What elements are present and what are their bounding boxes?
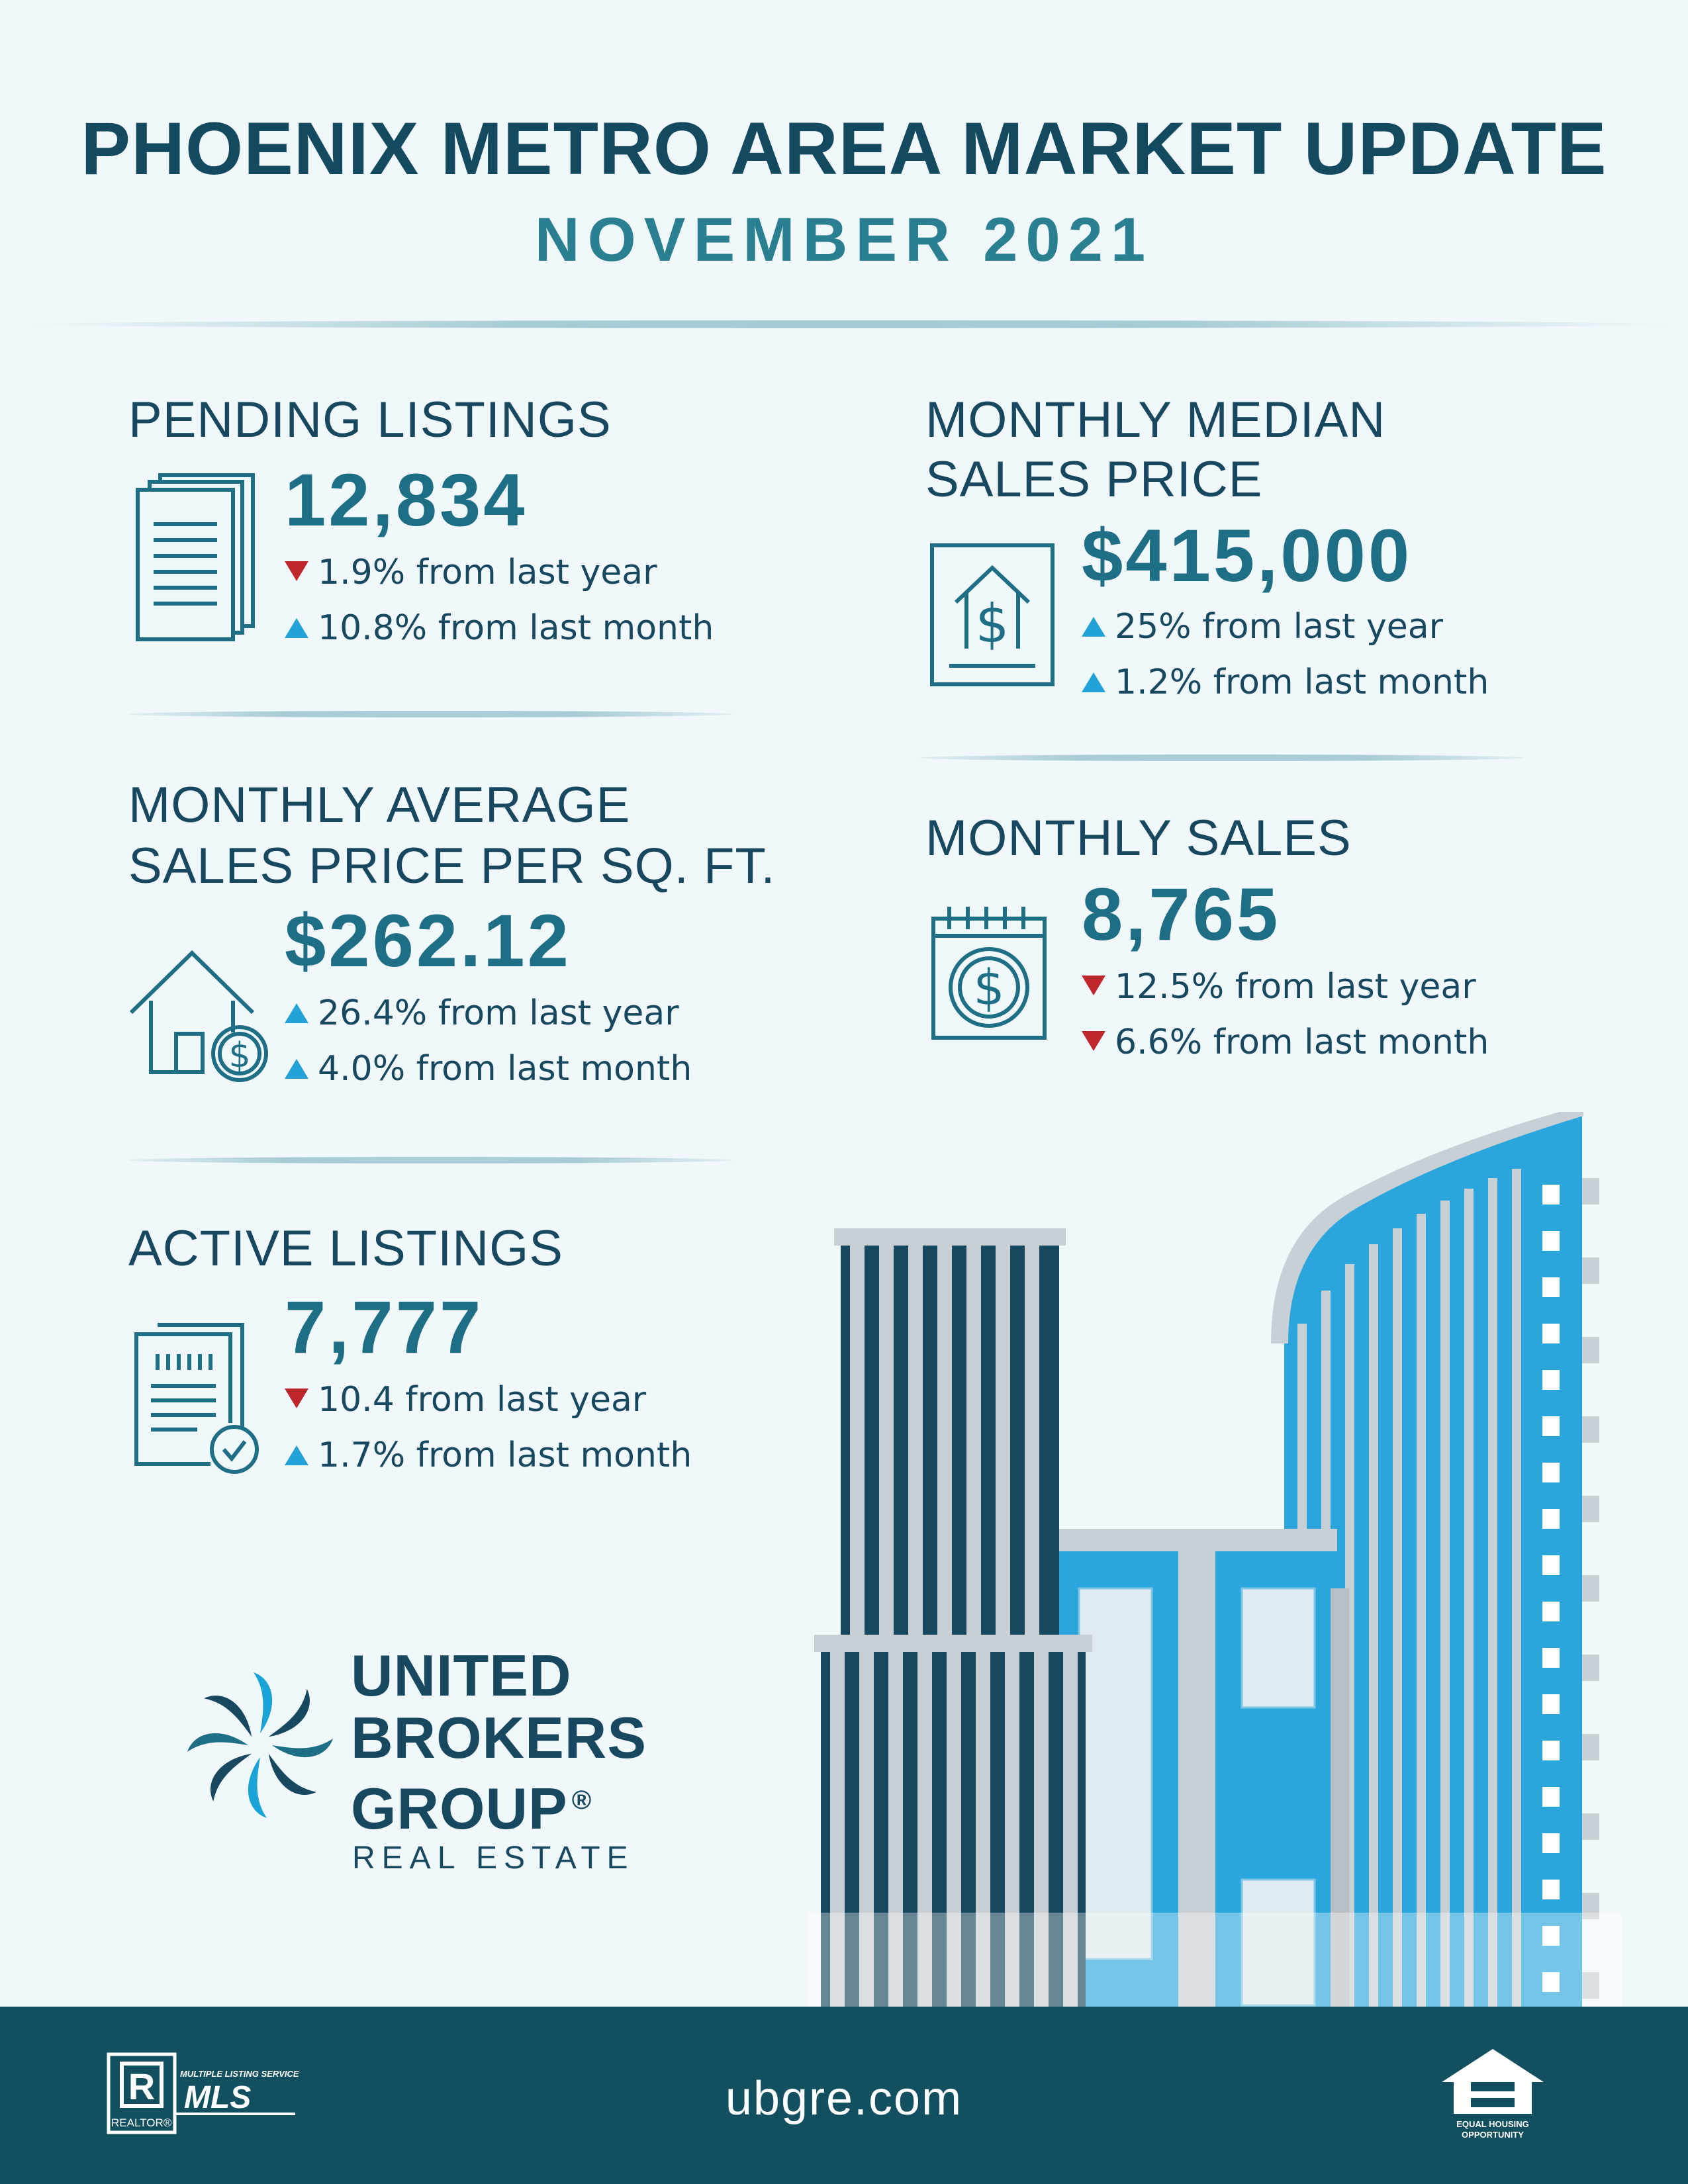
up-arrow-icon xyxy=(285,618,308,638)
section-divider xyxy=(920,754,1524,761)
avg-sqft-change-year xyxy=(285,993,679,1034)
down-arrow-icon xyxy=(1082,1031,1105,1051)
change-text: 4.0% from last month xyxy=(318,1049,692,1089)
change-text: 1.9% from last year xyxy=(318,553,657,592)
brand-group-text: GROUP xyxy=(351,1776,568,1841)
pending-change-month xyxy=(285,608,714,649)
down-arrow-icon xyxy=(1082,976,1105,995)
document-stack-icon xyxy=(132,471,265,643)
svg-text:$: $ xyxy=(228,1036,251,1075)
pending-change-year xyxy=(285,552,657,593)
median-heading-line1: MONTHLY MEDIAN xyxy=(925,392,1386,448)
pending-value: 12,834 xyxy=(285,459,528,541)
equal-housing-line1: EQUAL HOUSING xyxy=(1456,2119,1529,2129)
equal-housing-logo xyxy=(1436,2045,1549,2144)
median-change-year xyxy=(1082,606,1443,647)
median-value: $415,000 xyxy=(1082,514,1413,597)
change-text: 25% from last year xyxy=(1115,607,1443,647)
section-divider xyxy=(128,711,732,717)
page-title: PHOENIX METRO AREA MARKET UPDATE xyxy=(81,107,1607,190)
active-change-year xyxy=(285,1379,646,1420)
median-change-month xyxy=(1082,662,1489,703)
active-value: 7,777 xyxy=(285,1286,484,1369)
mls-label: MLS xyxy=(184,2080,252,2115)
house-coin-icon xyxy=(126,940,278,1085)
pending-heading: PENDING LISTINGS xyxy=(128,392,612,448)
sales-heading: MONTHLY SALES xyxy=(925,810,1352,866)
document-check-icon xyxy=(131,1317,263,1476)
avg-sqft-heading-line1: MONTHLY AVERAGE xyxy=(128,777,631,833)
header-divider xyxy=(26,320,1675,328)
brand-pinwheel-logo xyxy=(184,1669,336,1821)
sales-value: 8,765 xyxy=(1082,873,1281,956)
realtor-mls-logo xyxy=(106,2050,298,2136)
change-text: 12.5% from last year xyxy=(1115,967,1476,1007)
section-divider xyxy=(128,1157,732,1163)
brand-name-line2: BROKERS xyxy=(351,1705,647,1770)
up-arrow-icon xyxy=(285,1059,308,1079)
down-arrow-icon xyxy=(285,1388,308,1408)
equal-housing-line2: OPPORTUNITY xyxy=(1462,2130,1524,2140)
avg-sqft-heading-line2: SALES PRICE PER SQ. FT. xyxy=(128,838,776,894)
active-change-month xyxy=(285,1435,692,1476)
change-text: 1.7% from last month xyxy=(318,1435,692,1475)
calendar-dollar-icon xyxy=(929,903,1049,1042)
up-arrow-icon xyxy=(1082,617,1105,637)
change-text: 1.2% from last month xyxy=(1115,662,1489,702)
change-text: 10.8% from last month xyxy=(318,608,714,648)
up-arrow-icon xyxy=(1082,672,1105,692)
brand-tagline: REAL ESTATE xyxy=(352,1841,635,1876)
avg-sqft-value: $262.12 xyxy=(285,899,571,982)
median-heading-line2: SALES PRICE xyxy=(925,451,1263,508)
active-heading: ACTIVE LISTINGS xyxy=(128,1220,563,1277)
realtor-label: REALTOR® xyxy=(111,2116,172,2129)
svg-text:$: $ xyxy=(975,593,1009,655)
svg-text:R: R xyxy=(128,2066,156,2107)
change-text: 6.6% from last month xyxy=(1115,1023,1489,1062)
city-buildings-illustration xyxy=(808,1112,1622,2012)
house-dollar-frame-icon xyxy=(929,543,1055,688)
sales-change-year xyxy=(1082,966,1476,1007)
up-arrow-icon xyxy=(285,1003,308,1023)
page-subtitle: NOVEMBER 2021 xyxy=(534,205,1154,274)
down-arrow-icon xyxy=(285,561,308,581)
brand-name-line3 xyxy=(351,1768,592,1841)
change-text: 26.4% from last year xyxy=(318,993,679,1033)
change-text: 10.4 from last year xyxy=(318,1380,647,1420)
sales-change-month xyxy=(1082,1022,1489,1063)
equal-housing-icon xyxy=(1436,2045,1549,2118)
brand-name-line1: UNITED xyxy=(351,1643,572,1708)
up-arrow-icon xyxy=(285,1445,308,1465)
mls-small-label: MULTIPLE LISTING SERVICE xyxy=(180,2069,299,2079)
svg-text:$: $ xyxy=(973,960,1005,1017)
footer-url-link[interactable]: ubgre.com xyxy=(725,2072,963,2125)
registered-mark: ® xyxy=(571,1786,592,1815)
avg-sqft-change-month xyxy=(285,1048,692,1089)
